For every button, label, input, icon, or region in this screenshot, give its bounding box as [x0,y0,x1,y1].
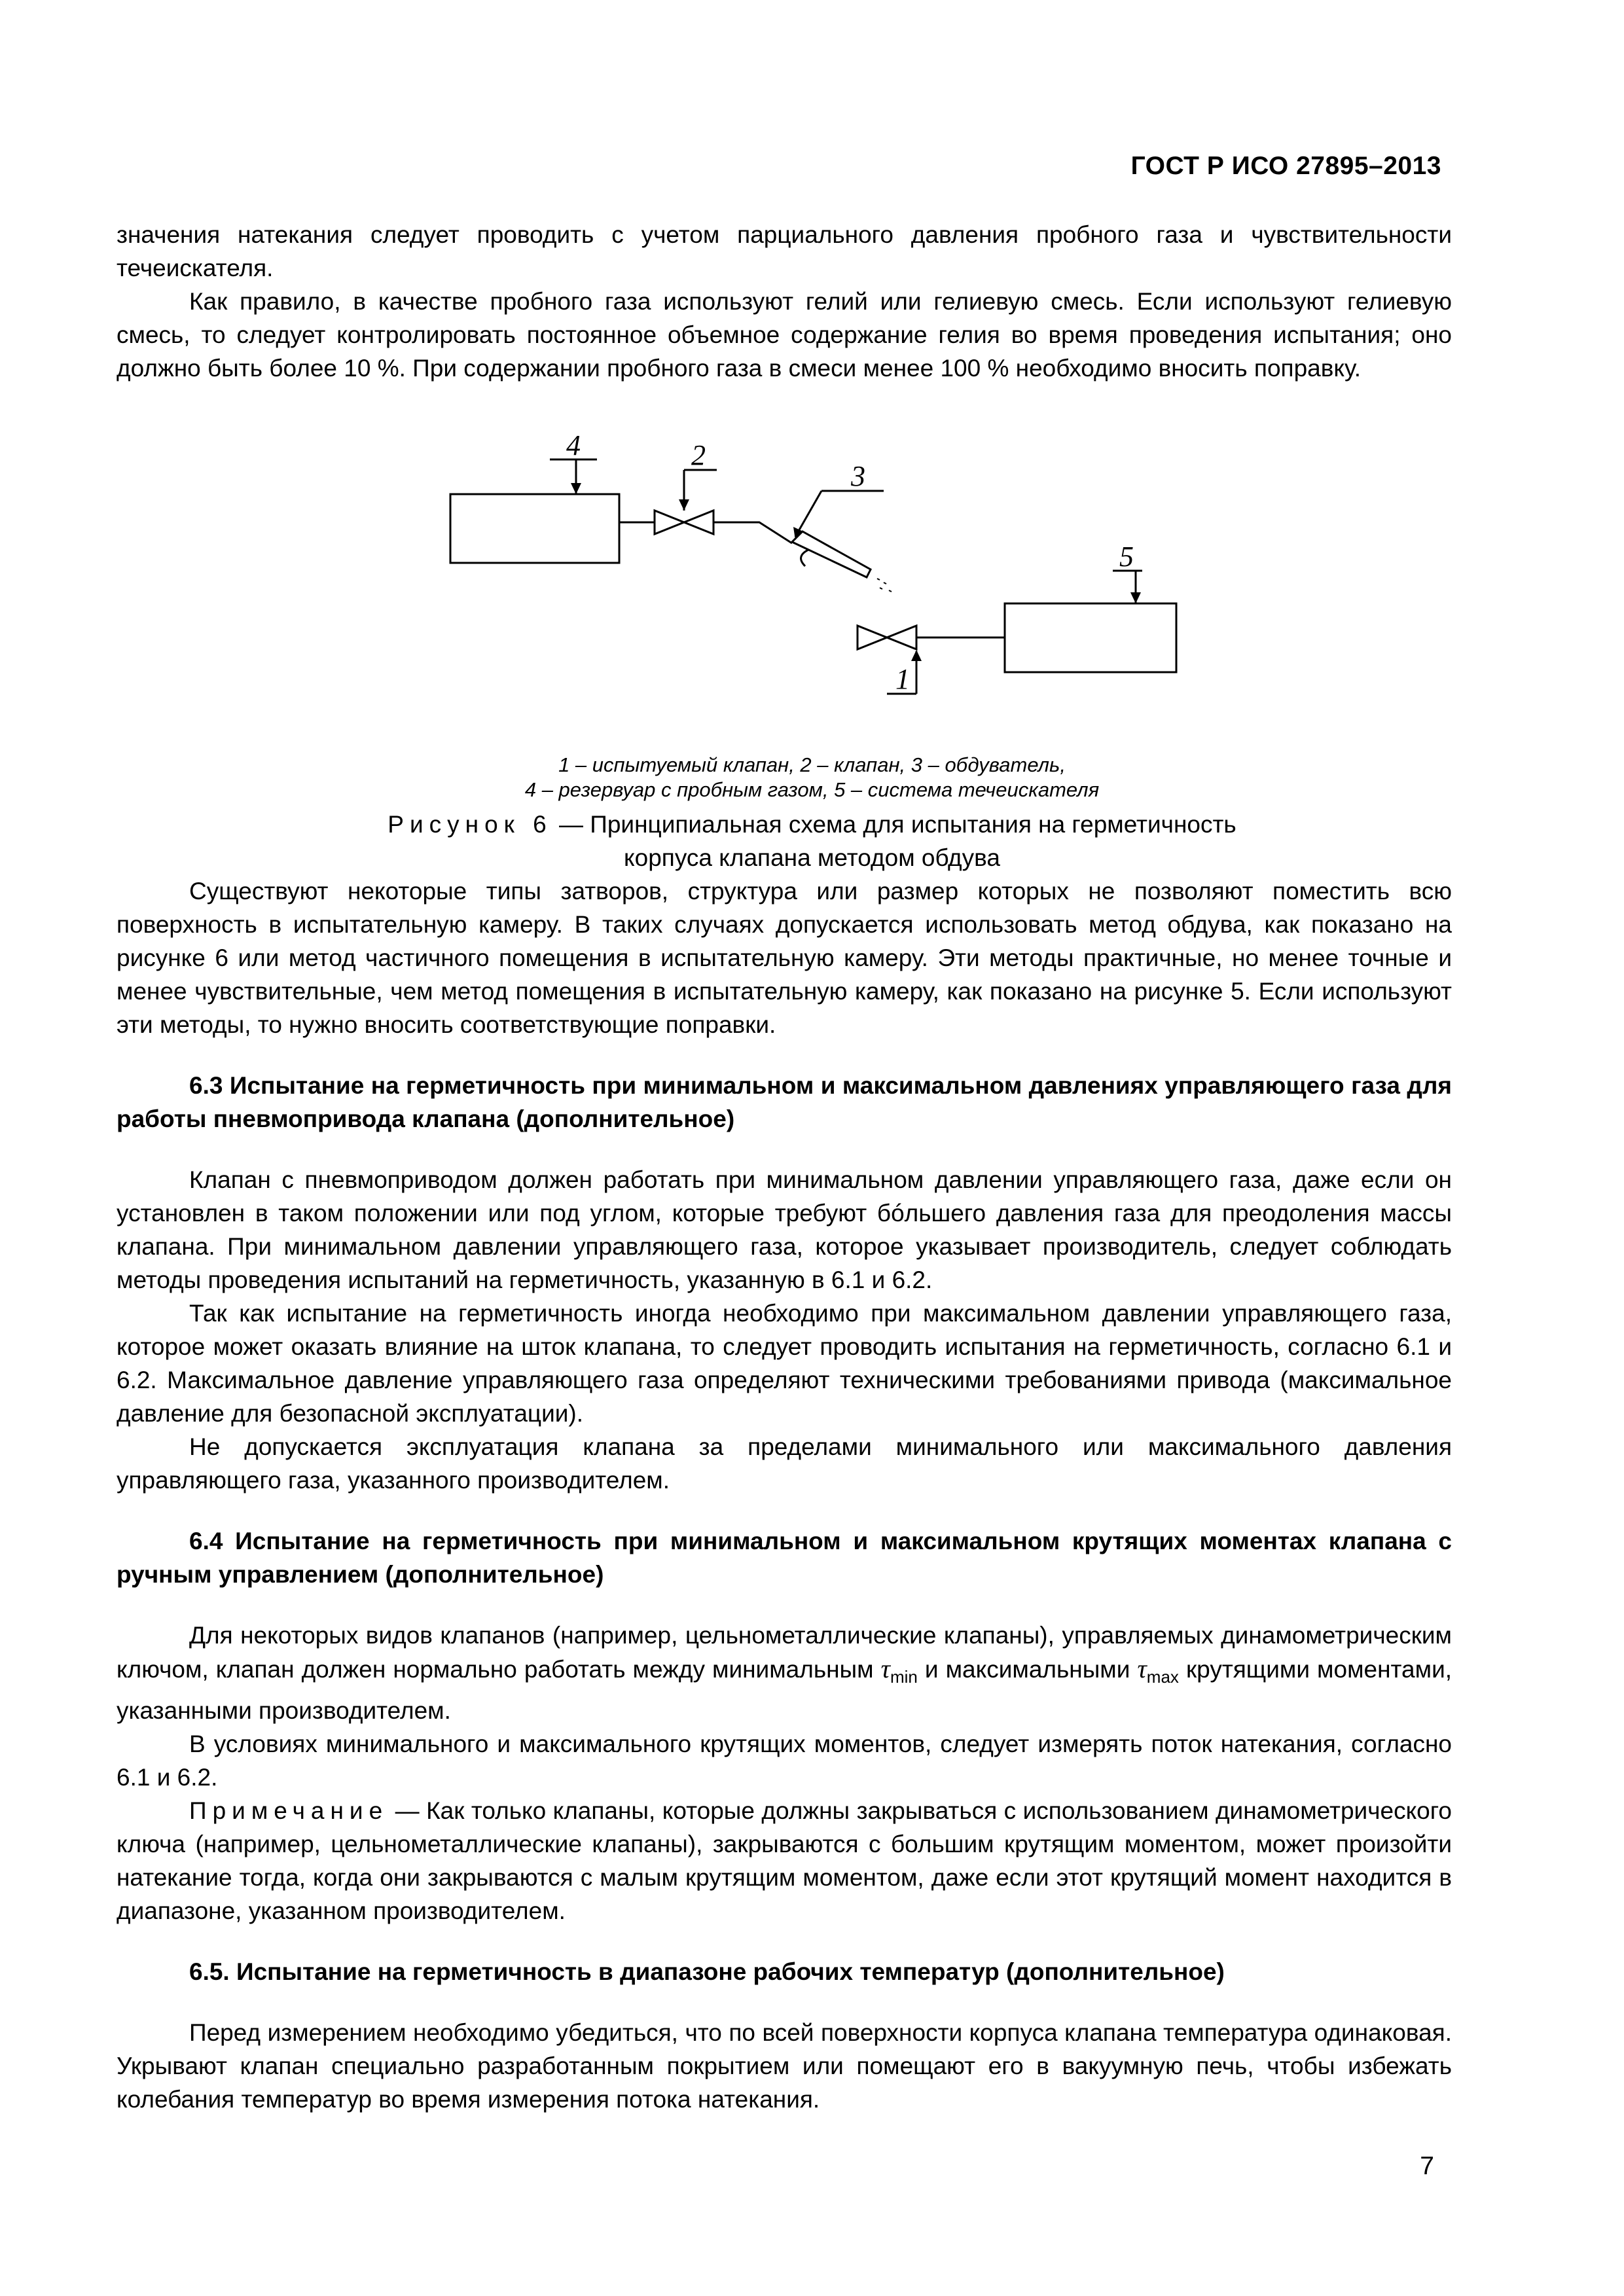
note-text: — Как только клапаны, которые должны закрываться с использованием динамометрического ключа (например, цельнометаллические клапаны), закрываются с большим крутящим моментом, может произойти натекание тогда, когда они закрываются с малым крутящим моментом, даже если этот крутящий момент находится в диапазоне, указанном производителем. [117,1797,1453,1924]
text-run: крутящими моментами, указанными производителем. [117,1656,1453,1724]
tau-symbol: τ [1137,1654,1147,1683]
subscript-max: max [1146,1667,1179,1687]
section-6-4-paragraph-1 [117,1619,1452,1727]
figure-label-2: 2 [691,439,706,471]
gas-reservoir-box [450,494,619,563]
section-6-3-paragraph-3: Не допускается эксплуатация клапана за пределами минимального или максимального давления управляющего газа, указанного производителем. [117,1433,1452,1494]
figure-title-line-2: корпуса клапана методом обдува [624,844,1000,871]
paragraph-continued: значения натекания следует проводить с учетом парциального давления пробного газа и чувствительности течеискателя. [117,221,1452,281]
tau-symbol: τ [880,1654,890,1683]
text-run: Для некоторых видов клапанов (например, цельнометаллические клапаны), управляемых динамометрическим ключом, клапан должен нормально работать между минимальным [117,1622,1452,1683]
valve-1-symbol [857,626,916,649]
note-label: Примечание [189,1797,389,1824]
section-6-3-heading: 6.3 Испытание на герметичность при минимальном и максимальном давлениях управляющего газа для работы пневмопривода клапана (дополнительное) [117,1072,1452,1132]
paragraph-helium: Как правило, в качестве пробного газа используют гелий или гелиевую смесь. Если используют гелиевую смесь, то следует контролировать постоянное объемное содержание гелия во время проведения испытания; оно должно быть более 10 %. При содержании пробного газа в смеси менее 100 % необходимо вносить поправку. [117,288,1452,382]
page-number: 7 [1420,2152,1434,2180]
paragraph-after-figure: Существуют некоторые типы затворов, структура или размер которых не позволяют поместить всю поверхность в испытательную камеру. В таких случаях допускается использовать метод обдува, как показано на рисунке 6 или метод частичного помещения в испытательную камеру. Эти методы практичные, но менее точные и менее чувствительные, чем метод помещения в испытательную камеру, как показано на рисунке 5. Если используют эти методы, то нужно вносить соответствующие поправки. [117,878,1452,1038]
blower-nozzle [792,531,871,577]
figure-label-3: 3 [851,460,865,492]
figure-label-1: 1 [895,663,910,695]
subscript-min: min [890,1667,918,1687]
main-text-block [117,874,1452,2116]
figure-legend-line-1: 1 – испытуемый клапан, 2 – клапан, 3 – обдуватель, [558,753,1066,776]
section-6-3-paragraph-2: Так как испытание на герметичность иногда необходимо при максимальном давлении управляющего газа, которое может оказать влияние на шток клапана, то следует проводить испытания на герметичность, согласно 6.1 и 6.2. Максимальное давление управляющего газа определяют техническими требованиями привода (максимальное давление для безопасной эксплуатации). [117,1300,1452,1427]
section-6-5-paragraph-1: Перед измерением необходимо убедиться, что по всей поверхности корпуса клапана температура одинаковая. Укрывают клапан специально разработанным покрытием или помещают его в вакуумную печь, чтобы избежать колебания температур во время измерения потока натекания. [117,2019,1452,2113]
top-text-block [117,218,1452,385]
section-6-4-note [117,1794,1452,1928]
section-6-4-heading: 6.4 Испытание на герметичность при минимальном и максимальном крутящих моментах клапана с ручным управлением (дополнительное) [117,1528,1452,1588]
section-6-3-paragraph-1: Клапан с пневмоприводом должен работать при минимальном давлении управляющего газа, даже если он установлен в таком положении или под углом, которые требуют бóльшего давления газа для преодоления массы клапана. При минимальном давлении управляющего газа, которое указывает производитель, следует соблюдать методы проведения испытаний на герметичность, указанную в 6.1 и 6.2. [117,1166,1452,1293]
figure-6-schematic [425,419,1211,713]
section-6-5-heading: 6.5. Испытание на герметичность в диапазоне рабочих температур (дополнительное) [189,1958,1225,1985]
text-run: и максимальными [924,1656,1130,1683]
figure-number: Рисунок 6 [388,811,552,838]
section-6-4-paragraph-2: В условиях минимального и максимального крутящих моментов, следует измерять поток натекания, согласно 6.1 и 6.2. [117,1731,1452,1791]
leak-detector-box [1005,603,1176,672]
figure-legend-line-2: 4 – резервуар с пробным газом, 5 – система течеискателя [524,778,1100,801]
figure-title-text: — Принципиальная схема для испытания на герметичность [558,811,1236,838]
figure-title-line-1 [0,808,1624,841]
valve-2-symbol [655,511,713,534]
figure-label-5: 5 [1119,541,1134,573]
figure-label-4: 4 [566,429,581,461]
standard-header: ГОСТ Р ИСО 27895–2013 [1130,152,1441,180]
